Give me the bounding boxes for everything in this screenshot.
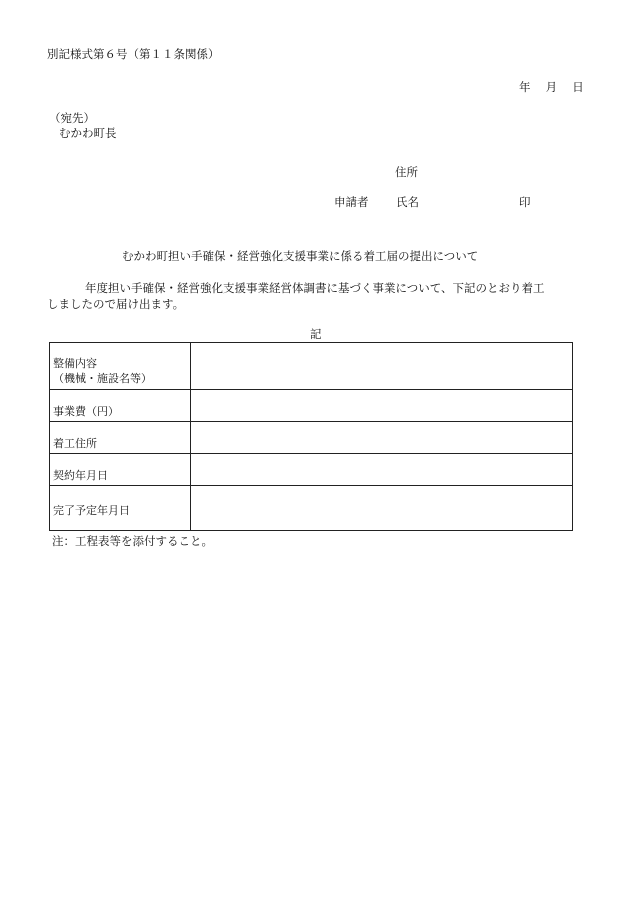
row-label-contract-date: 契約年月日 [53, 469, 108, 482]
row-label-completion-date: 完了予定年月日 [53, 504, 130, 517]
body-line-2: しましたので届け出ます。 [47, 297, 185, 311]
row-label-equipment: 整備内容 [53, 357, 97, 370]
details-table [49, 342, 573, 531]
contract-date-value-field[interactable] [192, 456, 570, 483]
column-divider [190, 343, 191, 530]
equipment-value-field[interactable] [192, 345, 570, 387]
addressee-label: （宛先） [49, 111, 95, 125]
form-number: 別記様式第６号（第１１条関係） [47, 47, 220, 61]
addressee-name: むかわ町長 [59, 126, 117, 140]
cost-value-field[interactable] [192, 392, 570, 419]
note: 注：工程表等を添付すること。 [52, 534, 213, 548]
row-label-address: 着工住所 [53, 437, 97, 450]
address-label: 住所 [395, 165, 418, 179]
seal-label: 印 [519, 195, 531, 209]
body-line-1: 年度担い手確保・経営強化支援事業経営体調書に基づく事業について、下記のとおり着工 [85, 281, 545, 295]
ki-label: 記 [310, 327, 322, 341]
name-label: 氏名 [396, 195, 419, 209]
table-row [50, 343, 572, 390]
address-value-field[interactable] [192, 424, 570, 451]
completion-date-value-field[interactable] [192, 488, 570, 529]
table-row [50, 422, 572, 454]
applicant-label: 申請者 [334, 195, 369, 209]
row-sublabel-equipment: （機械・施設名等） [53, 372, 152, 385]
date-line: 年 月 日 [519, 80, 584, 94]
table-row [50, 390, 572, 422]
document-title: むかわ町担い手確保・経営強化支援事業に係る着工届の提出について [122, 249, 479, 263]
table-row [50, 454, 572, 486]
table-row [50, 486, 572, 531]
row-label-cost: 事業費（円） [53, 405, 119, 418]
